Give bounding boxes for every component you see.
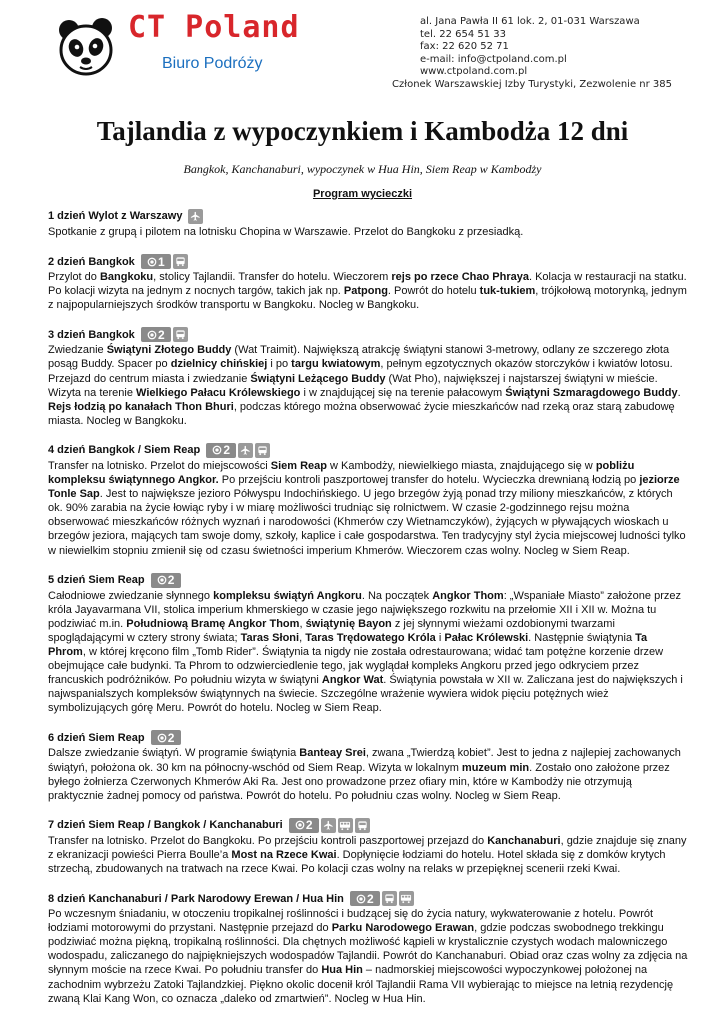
company-logo bbox=[52, 12, 302, 87]
contact-block bbox=[392, 16, 672, 92]
day-heading bbox=[48, 729, 688, 746]
contact-address: al. Jana Pawła II 61 lok. 2, 01-031 Warszawa bbox=[420, 16, 640, 27]
day-icons bbox=[151, 730, 181, 745]
bus-icon bbox=[255, 443, 270, 458]
day-heading bbox=[48, 890, 688, 907]
day-section bbox=[48, 890, 688, 1006]
day-section bbox=[48, 442, 688, 558]
plane-icon bbox=[188, 209, 203, 224]
day-icons bbox=[141, 327, 188, 342]
train-icon bbox=[399, 891, 414, 906]
day-heading-text: 7 dzień Siem Reap / Bangkok / Kanchanaburi bbox=[48, 819, 283, 832]
day-heading-text: 6 dzień Siem Reap bbox=[48, 731, 145, 744]
day-description: Całodniowe zwiedzanie słynnego kompleksu świątyń Angkoru. Na początek Angkor Thom: „Wspaniałe Miasto” założone przez króla Jayavarmana VII, stolica imperium khmerskiego w czasie jego największego rozkwitu na przełomie XII i XII w. Można tu podziwiać m.in. Południową Bramę Angkor Thom, świątynię Bayon z jej słynnymi wieżami ozdobionymi twarzami spoglądającymi w cztery strony świata; Taras Słoni, Taras Trędowatego Króla i Pałac Królewski. Następnie świątynia Ta Phrom, w której kręcono film „Tomb Rider”. Świątynia ta nigdy nie została odrestaurowana; widać tam potężne korzenie drzew obejmujące całe budynki. Ta Phrom to odzwierciedlenie tego, jak wyglądał kompleks Angkoru przed jego odkryciem przez francuskich podróżników. Po południu wizyta w świątyni Angkor Wat. Świątynia powstała w XII w. Zaliczana jest do największych i najwspanialszych kompleksów świątynnych na świecie. Szczególne wrażenie wywiera widok pięciu potężnych wież symbolizujących górę Meru. Powrót do hotelu. Nocleg w Siem Reap. bbox=[48, 589, 683, 715]
meal-icon: 2 bbox=[350, 891, 380, 906]
meal-icon: 2 bbox=[141, 327, 171, 342]
bus-icon bbox=[382, 891, 397, 906]
document-subtitle: Bangkok, Kanchanaburi, wypoczynek w Hua Hin, Siem Reap w Kambodży bbox=[183, 162, 542, 176]
day-section bbox=[48, 253, 688, 312]
contact-email[interactable]: e-mail: info@ctpoland.com.pl bbox=[420, 53, 567, 65]
day-description: Transfer na lotnisko. Przelot do miejscowości Siem Reap w Kambodży, niewielkiego miasta, znajdującego się w pobliżu kompleksu świątynnego Angkor. Po przejściu kontroli paszportowej transfer do hotelu. Wycieczka drewnianą łodzią po jeziorze Tonle Sap. Jest to największe jezioro Półwyspu Indochińskiego. U jego brzegów żyją ponad trzy miliony mieszkańców, z których ok. 90% zarabia na życie łowiąc ryby i w miarę możliwości trudniąc się rolnictwem. W czasie 2-godzinnego rejsu można obserwować mieszkańców różnych wyznań i narodowości (Khmerów czy Wietnamczyków), żyjących w pływających wioskach u brzegów jeziora, mających tam swoje domy, szkoły, kaplice i całe gospodarstwa. Ten tradycyjny styl życia miejscowej ludności tylko w niewielkim stopniu zmienił się od czasu świetności imperium Khmerów. Wieczorem czas wolny. Nocleg w Siem Reap. bbox=[48, 459, 686, 557]
bus-icon bbox=[173, 254, 188, 269]
panda-icon bbox=[52, 14, 122, 84]
day-description: Po wczesnym śniadaniu, w otoczeniu tropikalnej roślinności i budzącej się do życia natury, wykwaterowanie z hotelu. Powrót łodziami motorowymi do przystani. Następnie przejazd do Parku Narodowego Erawan, gdzie podczas swobodnego trekkingu podziwiać można piękną, tropikalną roślinności. Dla chętnych możliwość kąpieli w krystalicznie czystych wodach malowniczego wodospadu, zaliczanego do najpiękniejszych wodospadów Tajlandii. Powrót do Kanchanaburi. Obiad oraz czas wolny za zdjęcia na słynnym moście na rzece Kwai. Po południu transfer do Hua Hin – nadmorskiej miejscowości wypoczynkowej położonej na zachodnim wybrzeżu Zatoki Tajlandzkiej. Piękno okolic docenił król Tajlandii Rama VII wybierając to miejsce na letnią rezydencję zwaną Klai Kang Won, co oznacza „daleko od zmartwień”. Nocleg w Hua Hin. bbox=[48, 908, 688, 1005]
day-icons bbox=[350, 891, 414, 906]
letterhead bbox=[0, 0, 725, 100]
plane-icon bbox=[238, 443, 253, 458]
day-description: Spotkanie z grupą i pilotem na lotnisku Chopina w Warszawie. Przelot do Bangkoku z przesiadką. bbox=[48, 226, 524, 238]
day-description: Przylot do Bangkoku, stolicy Tajlandii. Transfer do hotelu. Wieczorem rejs po rzece Chao Phraya. Kolacja w restauracji na statku. Po kolacji wizyta na jednym z nocnych targów, takich jak np. Patpong. Powrót do hotelu tuk-tukiem, trójkołową motorynką, jednym z najpopularniejszych środków transportu w Bangkoku. Nocleg w Bangkoku. bbox=[48, 271, 687, 312]
day-heading bbox=[48, 572, 688, 589]
day-section bbox=[48, 817, 688, 876]
meal-icon: 2 bbox=[206, 443, 236, 458]
day-icons bbox=[141, 254, 188, 269]
meal-icon: 2 bbox=[151, 730, 181, 745]
day-icons bbox=[151, 573, 181, 588]
logo-main-text: CT Poland bbox=[128, 10, 300, 45]
day-section bbox=[48, 572, 688, 716]
meal-icon: 2 bbox=[289, 818, 319, 833]
plane-icon bbox=[321, 818, 336, 833]
day-section bbox=[48, 326, 688, 428]
contact-phone: tel. 22 654 51 33 bbox=[420, 28, 507, 40]
itinerary bbox=[48, 208, 688, 1020]
day-heading bbox=[48, 253, 688, 270]
meal-icon: 2 bbox=[151, 573, 181, 588]
day-description: Transfer na lotnisko. Przelot do Bangkoku. Po przejściu kontroli paszportowej przejazd do Kanchanaburi, gdzie znajduje się znany z ekranizacji powieści Pierra Boulle’a Most na Rzece Kwai. Dopłynięcie łodziami do hotelu. Hotel składa się z domków krytych strzechą, zbudowanych na tratwach na rzece Kwai. Po kolacji czas wolny na relaks w przepięknej scenerii rzeki Kwai. bbox=[48, 834, 687, 875]
train-icon bbox=[338, 818, 353, 833]
day-section bbox=[48, 208, 688, 239]
bus-icon bbox=[173, 327, 188, 342]
day-description: Zwiedzanie Świątyni Złotego Buddy (Wat Traimit). Największą atrakcję świątyni stanowi 3-metrowy, odlany ze szczerego złota posąg Buddy. Spacer po dzielnicy chińskiej i po targu kwiatowym, pełnym egzotycznych okazów storczyków i kwiatów lotosu. Przejazd do centrum miasta i zwiedzanie Świątyni Leżącego Buddy (Wat Pho), największej i najstarszej świątyni w mieście. Wizyta na terenie Wielkiego Pałacu Królewskiego i w znajdującej się na terenie pałacowym Świątyni Szmaragdowego Buddy. Rejs łodzią po kanałach Thon Bhuri, podczas którego można obserwować życie mieszkańców nad rzeką oraz starą zabudowę miasta. Nocleg w Bangkoku. bbox=[48, 344, 681, 427]
day-heading-text: 4 dzień Bangkok / Siem Reap bbox=[48, 444, 201, 457]
program-heading: Program wycieczki bbox=[312, 188, 413, 200]
day-heading bbox=[48, 326, 688, 343]
day-heading-text: 5 dzień Siem Reap bbox=[48, 574, 145, 587]
day-heading bbox=[48, 442, 688, 459]
day-heading bbox=[48, 817, 688, 834]
day-section bbox=[48, 729, 688, 802]
bus-icon bbox=[355, 818, 370, 833]
day-heading-text: 3 dzień Bangkok bbox=[48, 328, 135, 341]
meal-icon: 1 bbox=[141, 254, 171, 269]
day-description: Dalsze zwiedzanie świątyń. W programie świątynia Banteay Srei, zwana „Twierdzą kobiet”. Jest to jedna z najlepiej zachowanych świątyń, położona ok. 30 km na północny-wschód od Siem Reap. Wizyta w lokalnym muzeum min. Zostało ono założone przez byłego żołnierza Czerwonych Khmerów Aki Ra. Jest ono prowadzone przez ofiary min, które w Kambodży nie otrzymują praktycznie żadnej pomocy od państwa. Powrót do hotelu. Po południu czas wolny. Nocleg w Siem Reap. bbox=[48, 747, 681, 802]
day-heading bbox=[48, 208, 688, 225]
day-icons bbox=[206, 443, 270, 458]
day-icons bbox=[289, 818, 370, 833]
day-icons bbox=[188, 209, 203, 224]
document-title: Tajlandia z wypoczynkiem i Kambodża 12 dni bbox=[96, 116, 629, 146]
contact-membership: Członek Warszawskiej Izby Turystyki, Zezwolenie nr 385 bbox=[392, 78, 673, 90]
day-heading-text: 1 dzień Wylot z Warszawy bbox=[48, 210, 183, 223]
contact-website[interactable]: www.ctpoland.com.pl bbox=[420, 66, 528, 78]
contact-fax: fax: 22 620 52 71 bbox=[420, 41, 509, 53]
day-heading-text: 8 dzień Kanchanaburi / Park Narodowy Erewan / Hua Hin bbox=[48, 892, 344, 905]
day-heading-text: 2 dzień Bangkok bbox=[48, 255, 135, 268]
logo-sub-text: Biuro Podróży bbox=[162, 55, 263, 72]
